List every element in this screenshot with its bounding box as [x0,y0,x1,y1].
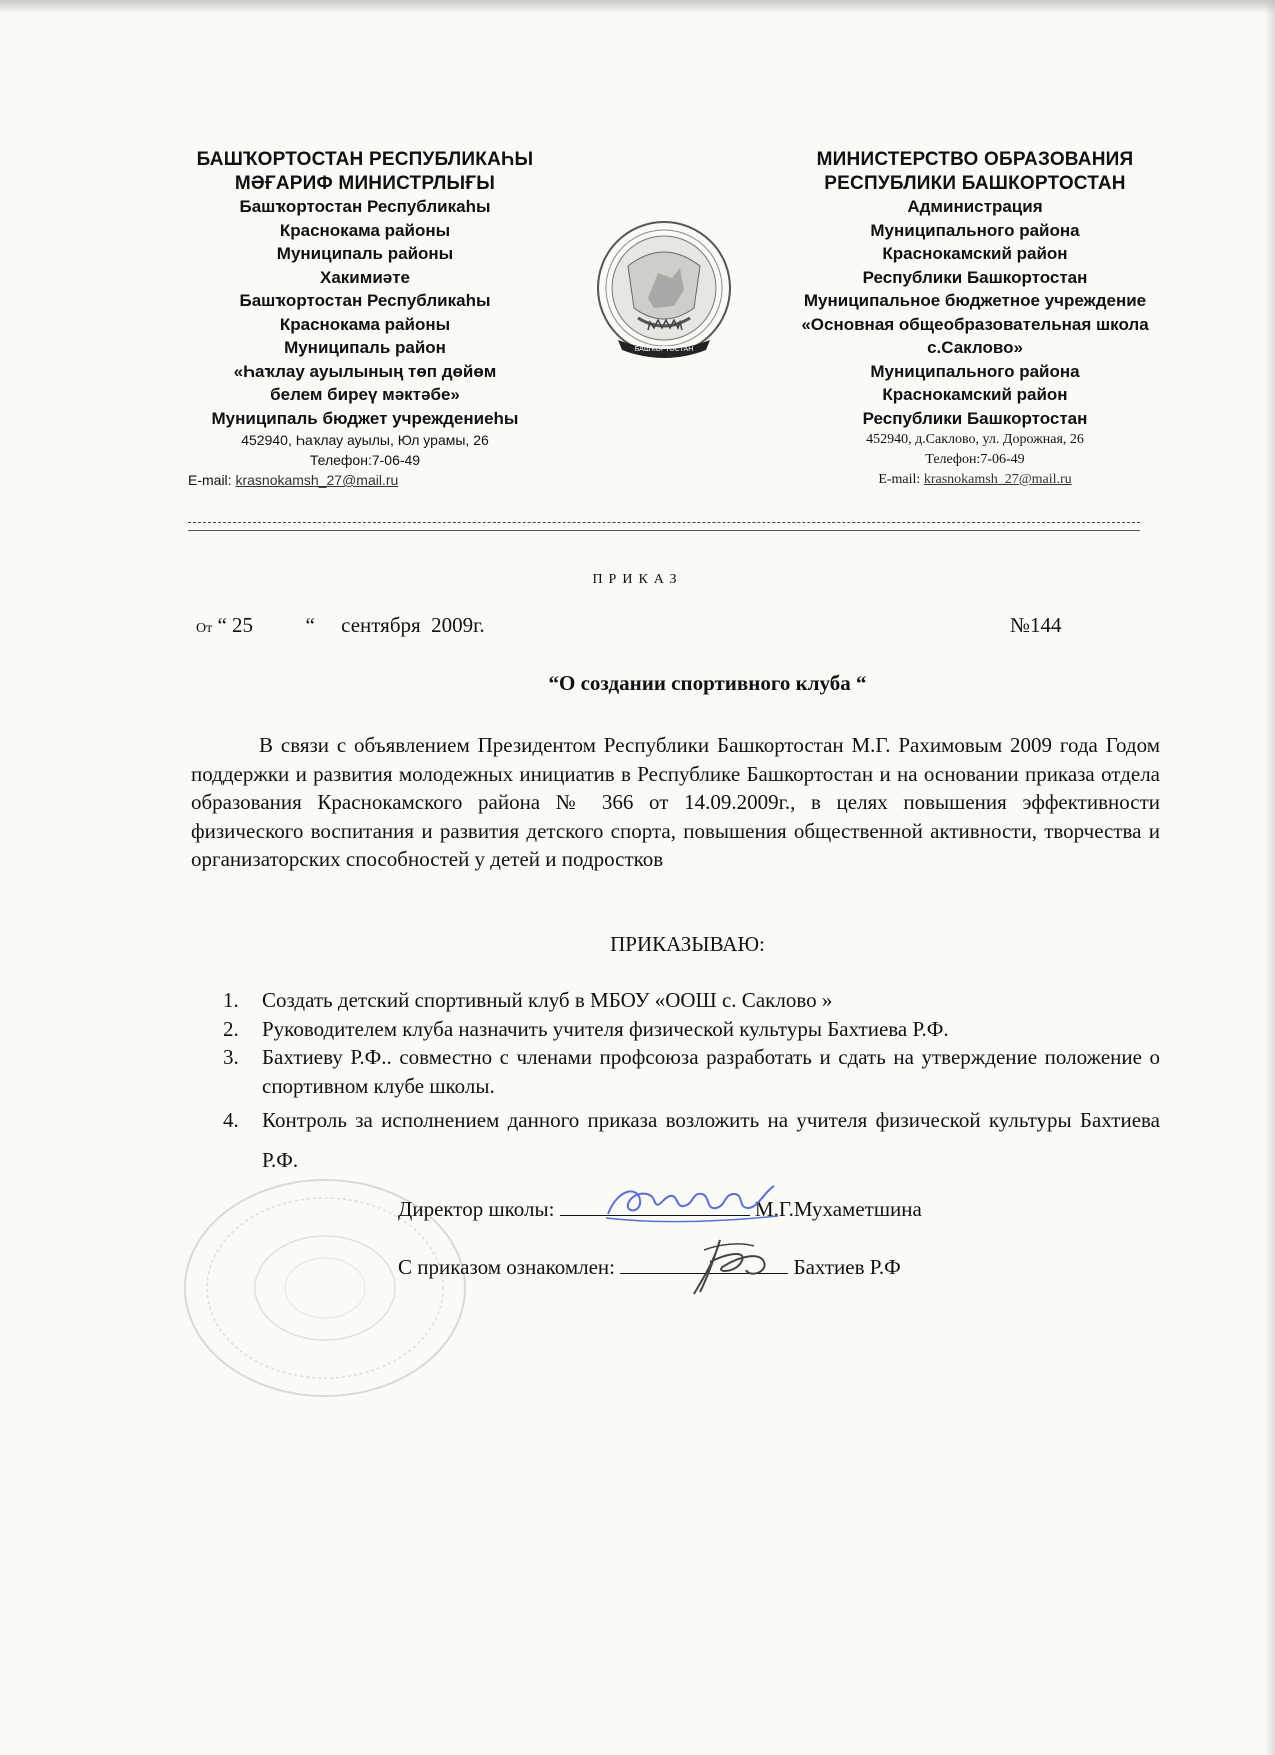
letterhead-line: «Основная общеобразовательная школа [801,314,1149,334]
decree-items [191,986,1160,1180]
address-ru: 452940, д.Саклово, ул. Дорожная, 26 [866,432,1084,447]
letterhead-line: Республики Башкортостан [862,408,1088,428]
coat-of-arms-emblem [588,218,740,370]
letterhead-left [180,148,550,490]
scan-top-shadow [0,0,1275,14]
letterhead-line: Муниципаль бюджет учреждениеһы [211,408,519,428]
letterhead-line: Башҡортостан Республикаһы [239,291,491,310]
item-text: Создать детский спортивный клуб в МБОУ «ООШ с. Саклово » [262,988,833,1012]
letterhead-line: «Һаҡлау ауылының төп дөйөм [233,361,497,381]
date-text: “ 25 “ сентября 2009г. [217,613,485,637]
letterhead-line: Муниципального района [870,361,1080,381]
ministry-subtitle-ba: МӘҒАРИФ МИНИСТРЛЫҒЫ [234,172,496,194]
item-number: 2. [223,1016,239,1041]
letterhead-line: Краснокамский район [882,244,1068,263]
phone-ru: Телефон:7-06-49 [925,452,1025,467]
letterhead-line: Хакимиәте [319,267,410,287]
director-name: М.Г.Мухаметшина [749,1197,922,1221]
email-ru [790,470,1160,490]
list-item [191,1015,1160,1044]
list-item [191,986,1160,1015]
email-label: E-mail: [188,472,236,488]
letterhead-line: Муниципального района [870,220,1080,240]
decree-heading: ПРИКАЗЫВАЮ: [610,932,765,956]
list-item [191,1043,1160,1100]
order-subject: “О создании спортивного клуба “ [548,671,867,695]
address-ba: 452940, Һаҡлау ауылы, Юл урамы, 26 [241,432,489,448]
letterhead-line: белем биреү мәктәбе» [270,385,460,404]
acknowledgement-signature [680,1232,790,1302]
header-divider-dashed [188,522,1140,523]
phone-ba: Телефон:7-06-49 [309,452,421,468]
header-divider-solid [188,530,1140,531]
letterhead-line: Муниципальное бюджетное учреждение [803,291,1147,310]
ack-name: Бахтиев Р.Ф [788,1255,901,1279]
item-text: Руководителем клуба назначить учителя физической культуры Бахтиева Р.Ф. [262,1016,949,1041]
email-link[interactable]: krasnokamsh_27@mail.ru [923,472,1072,487]
emblem-ribbon-text: БАШҠОРТОСТАН [634,346,694,353]
director-signature [598,1178,784,1228]
letterhead-line: Краснокама районы [279,220,451,240]
letterhead-line: Башҡортостан Республикаһы [239,197,491,216]
date-prefix: От [196,621,213,636]
ack-label: С приказом ознакомлен: [398,1255,621,1279]
letterhead-line: Краснокама районы [279,314,451,334]
ministry-subtitle-ru: РЕСПУБЛИКИ БАШКОРТОСТАН [824,172,1126,194]
ministry-title-ru: МИНИСТЕРСТВО ОБРАЗОВАНИЯ [816,149,1134,170]
letterhead-line: с.Саклово» [927,338,1023,357]
acknowledgement-signature-line [398,1255,901,1280]
letterhead-line: Краснокамский район [882,385,1068,404]
email-ba [188,470,550,490]
letterhead-line: Муниципаль район [284,338,446,357]
item-number: 1. [223,988,239,1012]
order-date [196,613,485,638]
order-title: ПРИКАЗ [592,572,683,587]
email-label: E-mail: [878,472,924,487]
letterhead-right [790,148,1160,490]
item-text: Бахтиеву Р.Ф.. совместно с членами профсоюза разработать и сдать на утверждение положение о спортивном клубе школы. [262,1045,1160,1098]
scan-right-shadow [1265,0,1275,1755]
item-number: 3. [223,1045,239,1069]
letterhead-line: Республики Башкортостан [862,267,1088,287]
order-number: №144 [1010,613,1062,637]
letterhead-line: Муниципаль районы [276,244,454,263]
preamble-paragraph: В связи с объявлением Президентом Республики Башкортостан М.Г. Рахимовым 2009 года Годом поддержки и развития молодежных инициатив в Республике Башкортостан и на основании приказа отдела образования Краснокамского района № 366 от 14.09.2009г., в целях повышения эффективности физического воспитания и развития детского спорта, повышения общественной активности, творчества и организаторских способностей у детей и подростков [191,733,1160,871]
director-label: Директор школы: [398,1197,560,1221]
email-link[interactable]: krasnokamsh_27@mail.ru [235,472,399,488]
ministry-title-ba: БАШҠОРТОСТАН РЕСПУБЛИКАҺЫ [196,149,534,170]
list-item [191,1100,1160,1180]
item-number: 4. [223,1108,239,1132]
item-text: Контроль за исполнением данного приказа возложить на учителя физической культуры Бахтиева Р.Ф. [262,1108,1160,1172]
letterhead-line: Администрация [907,197,1043,216]
